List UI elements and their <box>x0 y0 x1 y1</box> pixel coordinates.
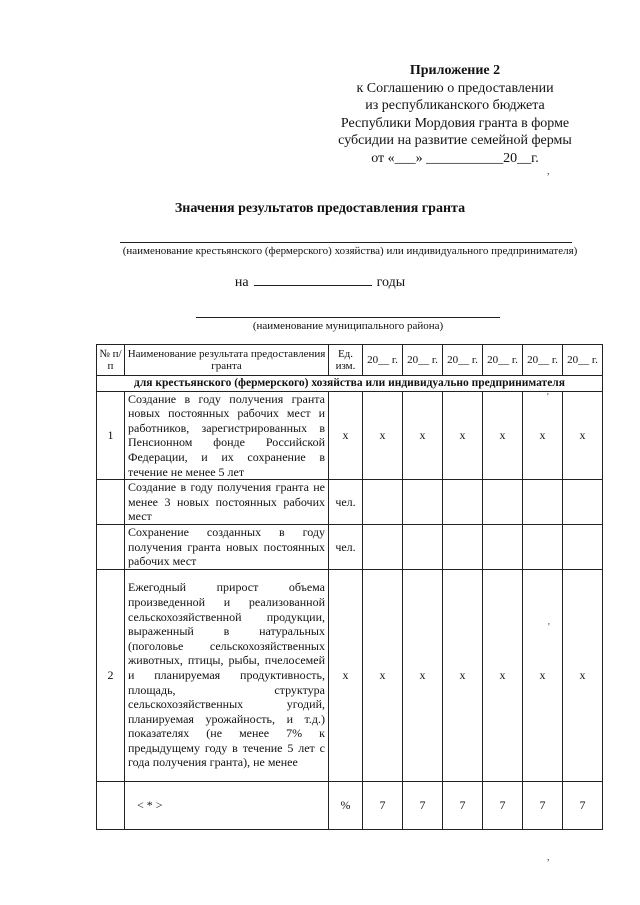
appendix-block <box>310 62 600 167</box>
scan-speck: ' <box>547 392 549 403</box>
row-value: х <box>443 569 483 781</box>
appendix-line: Республики Мордовия гранта в форме <box>340 115 570 131</box>
header-year: 20__ г. <box>403 345 443 376</box>
section-row <box>97 376 603 392</box>
scan-speck: , <box>547 166 550 177</box>
row-unit: чел. <box>329 480 363 525</box>
row-num: 2 <box>97 569 125 781</box>
row-name: Ежегодный прирост объема произведенной и реализованной сельскохозяйственной продукции, выраженный в натуральных (поголовье сельскохозяйственных животных, птицы, рыбы, пчелосемей и планируемая продуктивность, площадь, структура сельскохозяйственных угодий, планируемая урожайность, и т.д.) показателях (не менее 7% к предыдущему году в течение 5 лет с года получения гранта), не менее <box>125 569 329 781</box>
row-value: 7 <box>443 781 483 829</box>
row-name: Создание в году получения гранта не менее 3 новых постоянных рабочих мест <box>125 480 329 525</box>
row-value <box>483 524 523 569</box>
row-value <box>443 480 483 525</box>
row-num <box>97 524 125 569</box>
appendix-line: из республиканского бюджета <box>365 98 545 113</box>
row-name: < * > <box>125 781 329 829</box>
header-unit: Ед. изм. <box>329 345 363 376</box>
row-value <box>523 524 563 569</box>
row-value <box>363 524 403 569</box>
row-value: х <box>483 391 523 480</box>
row-name: Сохранение созданных в году получения гранта новых постоянных рабочих мест <box>125 524 329 569</box>
header-year: 20__ г. <box>363 345 403 376</box>
row-value: х <box>443 391 483 480</box>
row-value: 7 <box>523 781 563 829</box>
row-num <box>97 781 125 829</box>
row-value <box>363 480 403 525</box>
table-row <box>97 781 603 829</box>
row-value: х <box>563 391 603 480</box>
header-year: 20__ г. <box>563 345 603 376</box>
row-value: х <box>363 569 403 781</box>
header-year: 20__ г. <box>483 345 523 376</box>
period-suffix: годы <box>376 275 406 290</box>
scan-speck: , <box>547 852 550 863</box>
appendix-heading: Приложение 2 <box>409 63 501 78</box>
row-value: 7 <box>563 781 603 829</box>
row-name: Создание в году получения гранта новых постоянных рабочих мест и работников, зарегистрированных в Пенсионном фонде Российской Федерации, и их сохранение в течение не менее 5 лет <box>125 391 329 480</box>
row-value <box>523 480 563 525</box>
row-value <box>443 524 483 569</box>
period-prefix: на <box>234 275 249 290</box>
results-table <box>96 344 603 830</box>
table-header-row <box>97 345 603 376</box>
appendix-date-line: от «___» ___________20__г. <box>371 150 539 166</box>
row-value: х <box>403 391 443 480</box>
row-value: х <box>523 391 563 480</box>
row-value <box>403 480 443 525</box>
row-value: х <box>563 569 603 781</box>
row-value: 7 <box>483 781 523 829</box>
district-blank-line <box>196 317 500 318</box>
farm-name-caption: (наименование крестьянского (фермерского) хозяйства) или индивидуального предпринимателя) <box>122 245 578 257</box>
table-row <box>97 569 603 781</box>
farm-name-blank-line <box>120 242 572 243</box>
appendix-line: субсидии на развитие семейной фермы <box>338 133 572 148</box>
row-value: 7 <box>403 781 443 829</box>
row-value <box>403 524 443 569</box>
header-num: № п/п <box>97 345 125 376</box>
header-year: 20__ г. <box>443 345 483 376</box>
row-value: х <box>523 569 563 781</box>
period-line <box>0 275 640 291</box>
row-value <box>563 524 603 569</box>
row-value: х <box>403 569 443 781</box>
row-value: 7 <box>363 781 403 829</box>
row-value: х <box>363 391 403 480</box>
row-unit: % <box>329 781 363 829</box>
header-year: 20__ г. <box>523 345 563 376</box>
table-row <box>97 391 603 480</box>
row-unit: х <box>329 391 363 480</box>
row-unit: х <box>329 569 363 781</box>
row-value: х <box>483 569 523 781</box>
row-num: 1 <box>97 391 125 480</box>
period-blank <box>254 285 372 286</box>
row-unit: чел. <box>329 524 363 569</box>
section-title: для крестьянского (фермерского) хозяйства или индивидуально предпринимателя <box>97 376 603 392</box>
header-name: Наименование результата предоставления гранта <box>125 345 329 376</box>
table-row <box>97 480 603 525</box>
appendix-line: к Соглашению о предоставлении <box>356 80 554 96</box>
district-caption: (наименование муниципального района) <box>252 320 444 332</box>
row-value <box>563 480 603 525</box>
table-row <box>97 524 603 569</box>
document-title: Значения результатов предоставления гранта <box>174 201 466 216</box>
row-value <box>483 480 523 525</box>
scan-speck: ' <box>548 622 550 633</box>
row-num <box>97 480 125 525</box>
